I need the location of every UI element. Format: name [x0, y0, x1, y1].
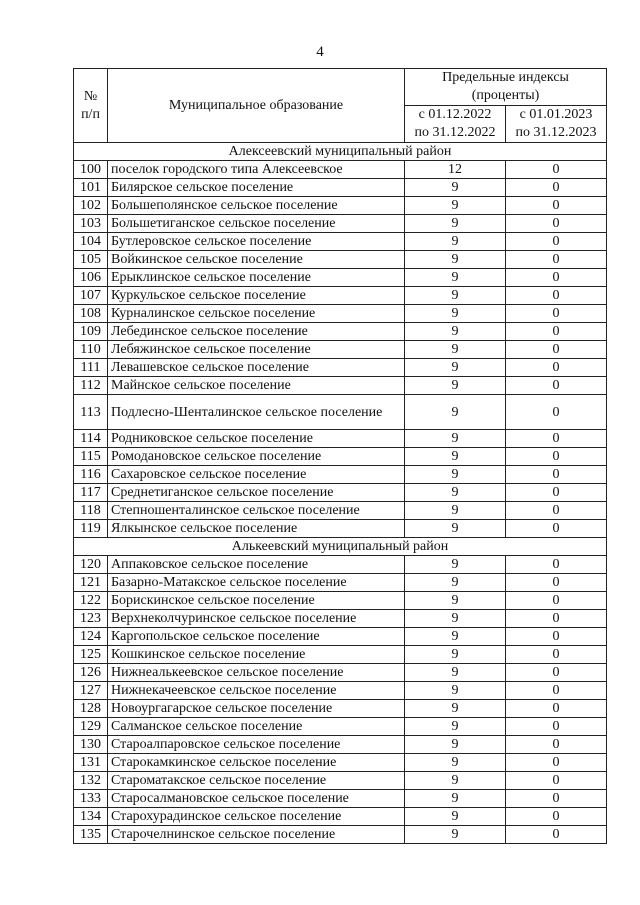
row-entity-name: Старокамкинское сельское поселение: [108, 754, 405, 772]
table-row: [74, 484, 607, 502]
row-number: 122: [74, 592, 108, 610]
row-entity-name: Старохурадинское сельское поселение: [108, 808, 405, 826]
table-row: [74, 466, 607, 484]
table-header: [74, 69, 607, 143]
row-index-2023: 0: [506, 197, 607, 215]
row-index-2022: 9: [405, 790, 506, 808]
header-period-1-from: с 01.12.2022: [418, 107, 492, 122]
header-indices-unit: (проценты): [471, 88, 540, 103]
row-index-2022: 9: [405, 359, 506, 377]
row-index-2023: 0: [506, 502, 607, 520]
header-period-2: [506, 106, 607, 143]
row-number: 124: [74, 628, 108, 646]
row-index-2022: 9: [405, 700, 506, 718]
row-index-2022: 9: [405, 754, 506, 772]
row-entity-name: Левашевское сельское поселение: [108, 359, 405, 377]
row-index-2023: 0: [506, 700, 607, 718]
row-entity-name: Лебединское сельское поселение: [108, 323, 405, 341]
row-entity-name: поселок городского типа Алексеевское: [108, 161, 405, 179]
row-index-2023: 0: [506, 790, 607, 808]
table-row: [74, 323, 607, 341]
table-row: [74, 215, 607, 233]
table-row: [74, 179, 607, 197]
row-index-2023: 0: [506, 682, 607, 700]
table-row: [74, 197, 607, 215]
row-number: 104: [74, 233, 108, 251]
table-row: [74, 628, 607, 646]
row-entity-name: Базарно-Матакское сельское поселение: [108, 574, 405, 592]
table-row: [74, 718, 607, 736]
row-number: 128: [74, 700, 108, 718]
row-number: 111: [74, 359, 108, 377]
row-index-2022: 9: [405, 610, 506, 628]
row-index-2023: 0: [506, 736, 607, 754]
row-index-2022: 9: [405, 502, 506, 520]
row-index-2022: 9: [405, 466, 506, 484]
header-number-symbol: №: [83, 88, 98, 104]
row-entity-name: Нижнекачеевское сельское поселение: [108, 682, 405, 700]
table-row: [74, 430, 607, 448]
row-number: 115: [74, 448, 108, 466]
row-number: 103: [74, 215, 108, 233]
row-index-2022: 9: [405, 772, 506, 790]
row-number: 112: [74, 377, 108, 395]
row-index-2023: 0: [506, 718, 607, 736]
table-row: [74, 305, 607, 323]
row-index-2022: 9: [405, 682, 506, 700]
row-index-2022: 9: [405, 826, 506, 844]
row-index-2022: 9: [405, 646, 506, 664]
row-number: 135: [74, 826, 108, 844]
row-entity-name: Сахаровское сельское поселение: [108, 466, 405, 484]
header-indices: Предельные индексы: [442, 70, 569, 85]
row-index-2023: 0: [506, 772, 607, 790]
table-row: [74, 574, 607, 592]
row-index-2022: 9: [405, 233, 506, 251]
row-entity-name: Каргопольское сельское поселение: [108, 628, 405, 646]
table-row: [74, 736, 607, 754]
table-row: [74, 790, 607, 808]
table-row: [74, 269, 607, 287]
row-entity-name: Родниковское сельское поселение: [108, 430, 405, 448]
row-index-2022: 9: [405, 718, 506, 736]
table-row: [74, 772, 607, 790]
row-index-2022: 12: [405, 161, 506, 179]
row-index-2023: 0: [506, 430, 607, 448]
row-number: 105: [74, 251, 108, 269]
row-index-2023: 0: [506, 233, 607, 251]
row-index-2023: 0: [506, 179, 607, 197]
row-number: 107: [74, 287, 108, 305]
table-row: [74, 251, 607, 269]
row-index-2022: 9: [405, 628, 506, 646]
table-row: [74, 646, 607, 664]
table-row: [74, 161, 607, 179]
table-row: [74, 808, 607, 826]
row-index-2023: 0: [506, 610, 607, 628]
row-index-2023: 0: [506, 323, 607, 341]
row-entity-name: Кошкинское сельское поселение: [108, 646, 405, 664]
table-row: [74, 682, 607, 700]
row-entity-name: Нижнеалькеевское сельское поселение: [108, 664, 405, 682]
header-period-1: [405, 106, 506, 143]
row-index-2023: 0: [506, 484, 607, 502]
table-row: [74, 826, 607, 844]
row-entity-name: Лебяжинское сельское поселение: [108, 341, 405, 359]
row-entity-name: Большетиганское сельское поселение: [108, 215, 405, 233]
indices-table: [73, 68, 607, 844]
row-number: 109: [74, 323, 108, 341]
row-entity-name: Войкинское сельское поселение: [108, 251, 405, 269]
row-index-2022: 9: [405, 520, 506, 538]
row-entity-name: Новоургагарское сельское поселение: [108, 700, 405, 718]
section-row: [74, 538, 607, 556]
row-entity-name: Борискинское сельское поселение: [108, 592, 405, 610]
row-number: 120: [74, 556, 108, 574]
row-number: 108: [74, 305, 108, 323]
row-index-2023: 0: [506, 448, 607, 466]
row-index-2022: 9: [405, 179, 506, 197]
row-index-2022: 9: [405, 287, 506, 305]
row-index-2022: 9: [405, 430, 506, 448]
row-number: 133: [74, 790, 108, 808]
row-index-2023: 0: [506, 251, 607, 269]
row-index-2023: 0: [506, 808, 607, 826]
row-index-2023: 0: [506, 826, 607, 844]
section-title: Алексеевский муниципальный район: [74, 143, 607, 161]
section-title: Алькеевский муниципальный район: [74, 538, 607, 556]
header-period-2-to: по 31.12.2023: [515, 125, 597, 140]
table-row: [74, 359, 607, 377]
row-entity-name: Подлесно-Шенталинское сельское поселение: [108, 395, 405, 430]
row-index-2022: 9: [405, 377, 506, 395]
row-index-2023: 0: [506, 161, 607, 179]
row-entity-name: Курналинское сельское поселение: [108, 305, 405, 323]
row-index-2022: 9: [405, 574, 506, 592]
row-entity-name: Ерыклинское сельское поселение: [108, 269, 405, 287]
row-number: 129: [74, 718, 108, 736]
row-number: 130: [74, 736, 108, 754]
table-row: [74, 610, 607, 628]
row-number: 116: [74, 466, 108, 484]
table-row: [74, 341, 607, 359]
row-index-2023: 0: [506, 664, 607, 682]
row-index-2022: 9: [405, 251, 506, 269]
row-number: 125: [74, 646, 108, 664]
row-entity-name: Верхнеколчуринское сельское поселение: [108, 610, 405, 628]
row-number: 117: [74, 484, 108, 502]
row-index-2022: 9: [405, 736, 506, 754]
row-entity-name: Аппаковское сельское поселение: [108, 556, 405, 574]
table-row: [74, 448, 607, 466]
row-entity-name: Ялкынское сельское поселение: [108, 520, 405, 538]
row-number: 123: [74, 610, 108, 628]
row-entity-name: Бутлеровское сельское поселение: [108, 233, 405, 251]
table-row: [74, 664, 607, 682]
row-number: 113: [74, 395, 108, 430]
table-row: [74, 556, 607, 574]
row-index-2023: 0: [506, 592, 607, 610]
header-number-abbr: п/п: [81, 106, 100, 122]
row-number: 100: [74, 161, 108, 179]
table-row: [74, 287, 607, 305]
row-entity-name: Старосалмановское сельское поселение: [108, 790, 405, 808]
row-index-2023: 0: [506, 574, 607, 592]
row-index-2022: 9: [405, 556, 506, 574]
row-number: 126: [74, 664, 108, 682]
row-entity-name: Салманское сельское поселение: [108, 718, 405, 736]
row-entity-name: Куркульское сельское поселение: [108, 287, 405, 305]
section-row: [74, 143, 607, 161]
row-number: 127: [74, 682, 108, 700]
row-index-2022: 9: [405, 197, 506, 215]
row-index-2023: 0: [506, 215, 607, 233]
row-index-2023: 0: [506, 754, 607, 772]
row-entity-name: Старочелнинское сельское поселение: [108, 826, 405, 844]
row-entity-name: Староалпаровское сельское поселение: [108, 736, 405, 754]
row-index-2022: 9: [405, 592, 506, 610]
row-index-2022: 9: [405, 215, 506, 233]
row-index-2023: 0: [506, 377, 607, 395]
row-entity-name: Среднетиганское сельское поселение: [108, 484, 405, 502]
row-entity-name: Майнское сельское поселение: [108, 377, 405, 395]
row-index-2022: 9: [405, 323, 506, 341]
table-row: [74, 502, 607, 520]
table-row: [74, 592, 607, 610]
row-number: 114: [74, 430, 108, 448]
page-number: 4: [316, 44, 324, 60]
header-indices-cell: [405, 69, 607, 106]
row-index-2023: 0: [506, 305, 607, 323]
row-index-2022: 9: [405, 341, 506, 359]
row-number: 118: [74, 502, 108, 520]
row-entity-name: Большеполянское сельское поселение: [108, 197, 405, 215]
row-index-2023: 0: [506, 556, 607, 574]
row-index-2023: 0: [506, 520, 607, 538]
table-row: [74, 233, 607, 251]
row-entity-name: Ромодановское сельское поселение: [108, 448, 405, 466]
row-index-2023: 0: [506, 287, 607, 305]
row-index-2023: 0: [506, 341, 607, 359]
row-entity-name: Староматакское сельское поселение: [108, 772, 405, 790]
row-index-2022: 9: [405, 448, 506, 466]
header-period-1-to: по 31.12.2022: [414, 125, 496, 140]
row-number: 134: [74, 808, 108, 826]
row-number: 110: [74, 341, 108, 359]
row-index-2022: 9: [405, 395, 506, 430]
table-row: [74, 754, 607, 772]
table-row: [74, 377, 607, 395]
table-row: [74, 395, 607, 430]
row-index-2023: 0: [506, 466, 607, 484]
header-entity: Муниципальное образование: [108, 69, 405, 143]
table-row: [74, 700, 607, 718]
row-entity-name: Степношенталинское сельское поселение: [108, 502, 405, 520]
row-index-2022: 9: [405, 305, 506, 323]
row-number: 106: [74, 269, 108, 287]
table-body: [74, 143, 607, 844]
row-number: 121: [74, 574, 108, 592]
row-index-2022: 9: [405, 808, 506, 826]
row-index-2023: 0: [506, 395, 607, 430]
row-number: 119: [74, 520, 108, 538]
row-number: 132: [74, 772, 108, 790]
row-index-2022: 9: [405, 664, 506, 682]
row-number: 101: [74, 179, 108, 197]
header-number-cell: [74, 69, 108, 143]
row-index-2023: 0: [506, 359, 607, 377]
row-entity-name: Билярское сельское поселение: [108, 179, 405, 197]
row-number: 131: [74, 754, 108, 772]
table-row: [74, 520, 607, 538]
row-index-2023: 0: [506, 646, 607, 664]
row-index-2023: 0: [506, 628, 607, 646]
row-index-2023: 0: [506, 269, 607, 287]
row-index-2022: 9: [405, 269, 506, 287]
header-period-2-from: с 01.01.2023: [519, 107, 593, 122]
row-number: 102: [74, 197, 108, 215]
row-index-2022: 9: [405, 484, 506, 502]
